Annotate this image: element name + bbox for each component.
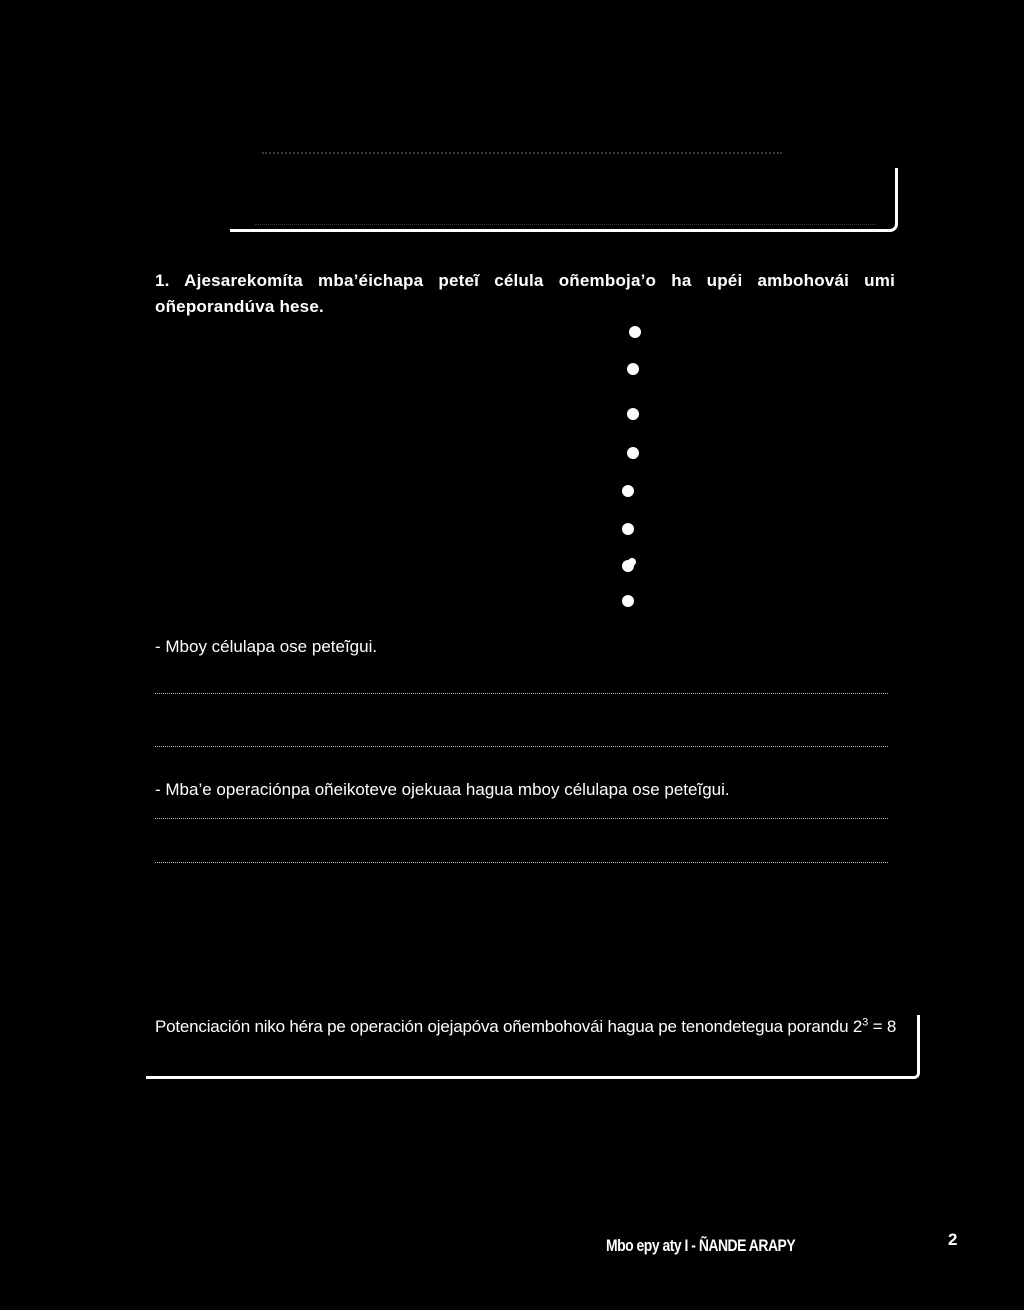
- prompt-cell-count: - Mboy célulapa ose peteĩgui.: [155, 637, 378, 656]
- cell-division-illustration: [600, 320, 660, 620]
- cell-dot: [627, 363, 639, 375]
- question-number: 1.: [155, 271, 170, 290]
- cell-dot: [622, 485, 634, 497]
- prompt-operation: - Mba’e operaciónpa oñeikoteve ojekuaa hagua mboy célulapa ose peteĩgui.: [155, 780, 730, 799]
- answer-line[interactable]: [155, 746, 888, 747]
- cell-dot-dividing: [622, 560, 634, 572]
- cell-dot: [627, 408, 639, 420]
- cell-dot: [622, 595, 634, 607]
- footer-book-title: Mbo epy aty I - ÑANDE ARAPY: [606, 1236, 796, 1255]
- cell-dot: [629, 326, 641, 338]
- exponent: 3: [862, 1016, 869, 1029]
- question-1: [155, 268, 895, 320]
- header-frame: [230, 168, 898, 232]
- question-text: Ajesarekomíta mba’éichapa peteĩ célula oñemboja’o ha upéi ambohovái umi oñeporandúva hese.: [155, 271, 896, 316]
- header-dotted-rule: [262, 152, 782, 154]
- answer-line[interactable]: [155, 862, 888, 863]
- cell-dot: [627, 447, 639, 459]
- cell-dot: [622, 523, 634, 535]
- answer-line[interactable]: [155, 693, 888, 694]
- header-frame-dotted-rule: [255, 224, 875, 225]
- answer-line[interactable]: [155, 818, 888, 819]
- definition-text: Potenciación niko héra pe operación ojejapóva oñembohovái hagua pe tenondetegua porandu $2^3 = 8$: [155, 1016, 897, 1036]
- page-number: 2: [948, 1230, 958, 1249]
